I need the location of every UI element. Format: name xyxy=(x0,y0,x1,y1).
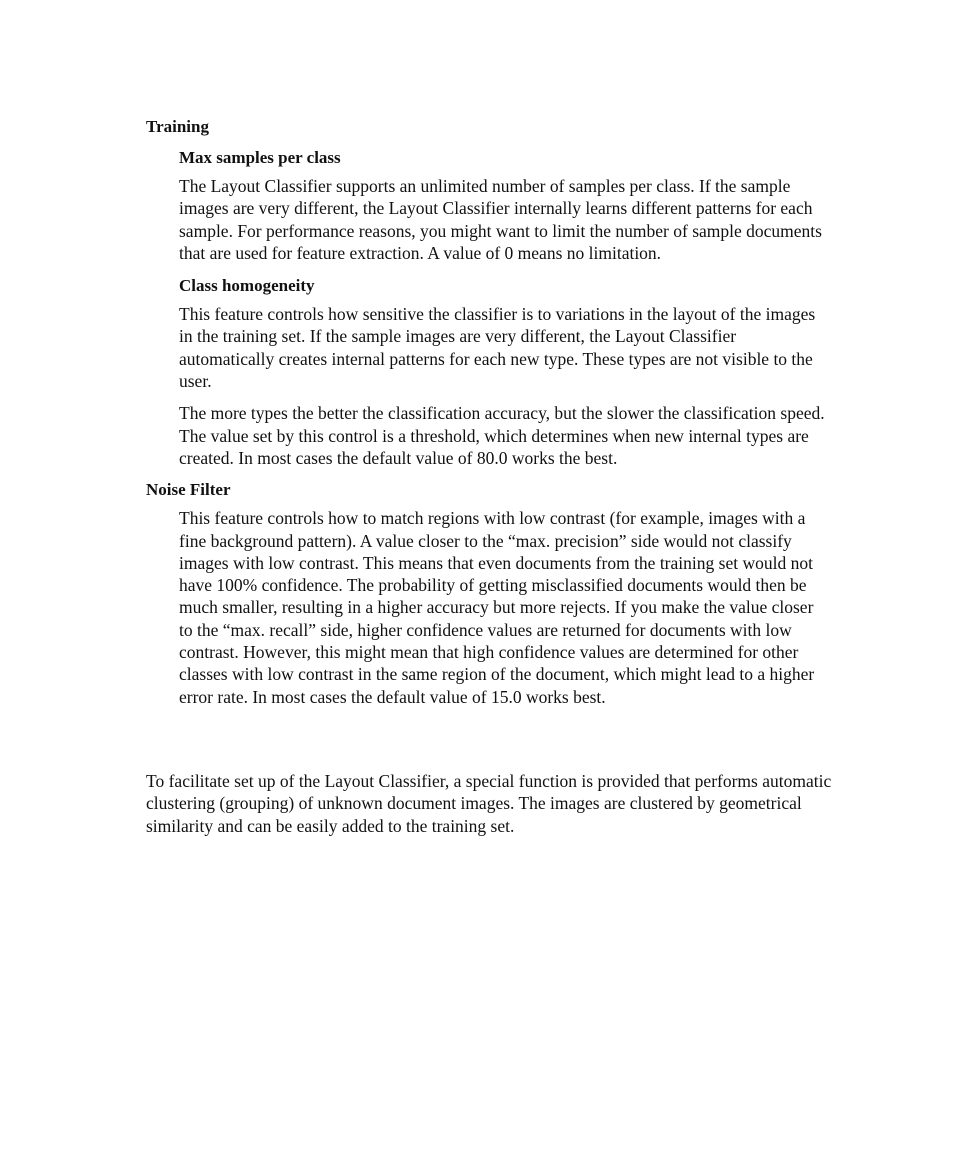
max-samples-heading: Max samples per class xyxy=(179,148,341,167)
class-homogeneity-description: This feature controls how sensitive the classifier is to variations in the layout of the images in the training set. If the sample images are very different, the Layout Classifier automatically creates internal patterns for each new type. These types are not visible to the user. xyxy=(179,304,816,392)
training-heading: Training xyxy=(146,117,209,136)
clustering-description: To facilitate set up of the Layout Classifier, a special function is provided that performs automatic clustering (grouping) of unknown document images. The images are clustered by geometrical similarity and can be easily added to the training set. xyxy=(146,770,832,836)
document-page xyxy=(146,117,836,847)
noise-filter-description: This feature controls how to match regions with low contrast (for example, images with a fine background pattern). A value closer to the “max. precision” side would not classify images with low contrast. This means that even documents from the training set would not have 100% confidence. The probability of getting misclassified documents would then be much smaller, resulting in a higher accuracy but more rejects. If you make the value closer to the “max. recall” side, higher confidence values are returned for documents with low contrast. However, this might mean that high confidence values are determined for other classes with low contrast in the same region of the document, which might lead to a higher error rate. In most cases the default value of 15.0 works best. xyxy=(179,508,815,707)
noise-filter-heading: Noise Filter xyxy=(146,480,231,500)
class-homogeneity-heading: Class homogeneity xyxy=(179,276,315,296)
class-homogeneity-threshold-note: The more types the better the classification accuracy, but the slower the classification speed. The value set by this control is a threshold, which determines when new internal types are created. In most cases the default value of 80.0 works the best. xyxy=(179,403,825,468)
max-samples-description: The Layout Classifier supports an unlimited number of samples per class. If the sample images are very different, the Layout Classifier internally learns different patterns for each sample. For performance reasons, you might want to limit the number of sample documents that are used for feature extraction. A value of 0 means no limitation. xyxy=(179,176,822,263)
